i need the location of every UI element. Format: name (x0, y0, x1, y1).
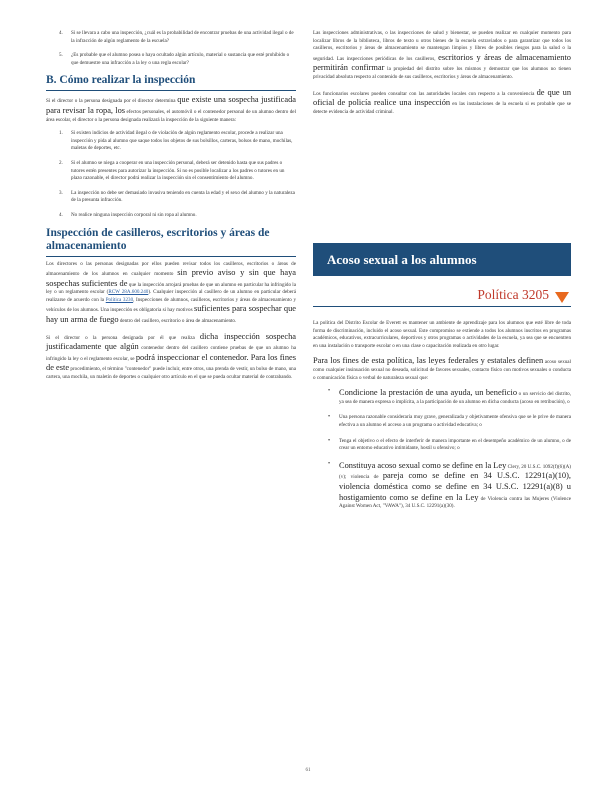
right-column (313, 30, 571, 122)
paragraph: Para los fines de esta política, las leyes federales y estatales definen acoso sexual como cualquier insinuación sexual no deseada, solicitud de favores sexuales, contacto físico con motivos sexuales o conducta o comunicación física o verbal de naturaleza sexual que: (313, 356, 571, 381)
bullet-icon: • (328, 388, 331, 395)
policy-body (313, 320, 571, 519)
list-item: 1. Si existen indicios de actividad ilegal o de violación de algún reglamento escolar, procede a realizar una inspección y pida al alumno que saque todos los objetos de sus bolsillos, carteras, bolsos de mano, mochilas, maletas de deportes, etc. (59, 130, 293, 152)
triangle-down-icon (555, 292, 569, 303)
list-item: • Una persona razonable consideraría muy grave, generalizada y objetivamente ofensiva que se le prive de manera efectiva a un alumno el acceso a un programa o actividad educativa; o (328, 414, 571, 428)
section-heading-inspection: B. Cómo realizar la inspección (46, 74, 296, 91)
list-item: 2. Si el alumno se niega a cooperar en una inspección personal, deberá ser detenido hasta que sus padres o tutores estén presentes para autorizar la inspección. Si no es posible localizar a los padres o tutores en un plazo razonable, el director podrá realizar la inspección sin el consentimiento del alumno. (59, 159, 285, 182)
question-list (46, 30, 296, 67)
section-banner: Acoso sexual a los alumnos (313, 243, 571, 276)
inspection-steps-list (46, 130, 296, 219)
list-item-text: ¿Es probable que el alumno posea o haya ocultado algún artículo, material o sustancia que esté prohibido o que demuestre una infracción a la ley o una regla escolar? (71, 52, 290, 66)
left-column (46, 30, 296, 388)
list-item: 4. No realice ninguna inspección corporal ni sin ropa al alumno. (59, 211, 197, 218)
paragraph: La política del Distrito Escolar de Everett es mantener un ambiente de aprendizaje para los alumnos que esté libre de toda forma de discriminación, incluido el acoso sexual. Este compromiso se extiende a todos los alumnos inscritos en programas académicos, educativos, extracurriculares, deportivos y otros programas o actividades de la escuela, ya sea que se encuentren en una instalación o transporte escolar o en una clase o capacitación realizada en otro lugar. (313, 320, 571, 349)
list-item: • Constituya acoso sexual como se define en la Ley Clery, 20 U.S.C. 1092(f)(6)(A)(v); violencia de pareja como se define en 34 U.S.C. 12291(a)(10), violencia doméstica como se define en 34 U.S.C. 12291(a)(8) u hostigamiento como se define en la Ley de Violencia contra las Mujeres (Violence Against Women Act, "VAWA"), 34 U.S.C. 12291(a)(30). (328, 460, 571, 510)
list-item: 5. ¿Es probable que el alumno posea o haya ocultado algún artículo, material o sustancia que esté prohibido o que demuestre una infracción a la ley o una regla escolar? (59, 52, 290, 66)
section-heading-lockers: Inspección de casilleros, escritorios y áreas de almacenamiento (46, 227, 296, 257)
list-item: • Condicione la prestación de una ayuda, un beneficio o un servicio del distrito, ya sea de manera expresa o implícita, a la participación de un alumno en dicha conducta (acoso en retribución), o (328, 388, 571, 405)
paragraph: Los funcionarios escolares pueden consultar con las autoridades locales con respecto a la conveniencia de que un oficial de policía realice una inspección en las instalaciones de la escuela si es probable que se detecte evidencia de actividad criminal. (313, 87, 572, 115)
rcw-link[interactable]: RCW 28A.600.240 (108, 289, 149, 296)
list-item: • Tenga el objetivo o el efecto de interferir de manera importante en el desempeño académico de un alumno, o de crear un entorno educativo intimidante, hostil u ofensivo; o (328, 437, 571, 452)
paragraph: Las inspecciones administrativas, o las inspecciones de salud y bienestar, se pueden realizar en cualquier momento para localizar libros de la biblioteca, libros de texto u otros bienes de la escuela extraviados o para garantizar que todos los casilleros, escritorios y áreas de almacenamiento se mantengan limpios y libres de posibles riesgos para la salud o la seguridad. Las inspecciones periódicas de los casilleros, escritorios y áreas de almacenamiento permitirán confirmar la propiedad del distrito sobre los mismos y demostrar que los alumnos no tienen privacidad absoluta respecto al contenido de sus casilleros, escritorios y áreas de almacenamiento. (313, 30, 571, 80)
paragraph: Si el director o la persona designada por él que realiza dicha inspección sospecha justificadamente que algún contenedor dentro del casillero contiene pruebas de que un alumno ha infringido la ley o el reglamento escolar, se podrá inspeccionar el contenedor. Para los fines de este procedimiento, el término "contenedor" puede incluir, entre otros, una prenda de vestir, un bolso de mano, una cartera, una mochila, un maletín de deportes o cualquier otro artículo en el que se pueda ocultar material de contrabando. (46, 331, 297, 381)
page-number: 61 (305, 768, 311, 773)
policy-3230-link[interactable]: Política 3230 (105, 296, 134, 303)
bullet-icon: • (328, 460, 331, 467)
paragraph: Si el director o la persona designada por el director determina que existe una sospecha justificada para revisar la ropa, los efectos personales, el automóvil o el contenedor personal de un alumno dentro del área escolar, el director o la persona designada realizará la inspección de la siguiente manera: (46, 95, 296, 123)
list-item: 3. La inspección no debe ser demasiado invasiva teniendo en cuenta la edad y el sexo del alumno y la naturaleza de la presunta infracción. (59, 189, 295, 204)
paragraph: Los directores o las personas designadas por ellos pueden revisar todos los casilleros, escritorios o áreas de almacenamiento de los alumnos en cualquier momento sin previo aviso y sin que haya sospechas suficientes de que la inspección arrojará pruebas de que un alumno en particular ha infringido la ley o un reglamento escolar (RCW 28A.600.240). Cualquier inspección al casillero de un alumno en particular deberá realizarse de acuerdo con la Política 3230, Inspecciones de alumnos, casilleros, escritorios y áreas de almacenamiento y vehículos de los alumnos. Una inspección es obligatoria si hay motivos suficientes para sospechar que hay un arma de fuego dentro del casillero, escritorio o área de almacenamiento. (46, 260, 297, 325)
list-item: 4. Si se llevara a cabo una inspección, ¿cuál es la probabilidad de encontrar pruebas de una actividad ilegal o de la infracción de algún reglamento de la escuela? (59, 30, 294, 44)
policy-label: Política 3205 (477, 287, 549, 302)
policy-header (313, 286, 571, 307)
list-item-text: Si se llevara a cabo una inspección, ¿cuál es la probabilidad de encontrar pruebas de una actividad ilegal o de la infracción de algún reglamento de la escuela? (71, 30, 294, 44)
bullet-icon: • (328, 414, 331, 421)
bullet-icon: • (328, 437, 331, 444)
